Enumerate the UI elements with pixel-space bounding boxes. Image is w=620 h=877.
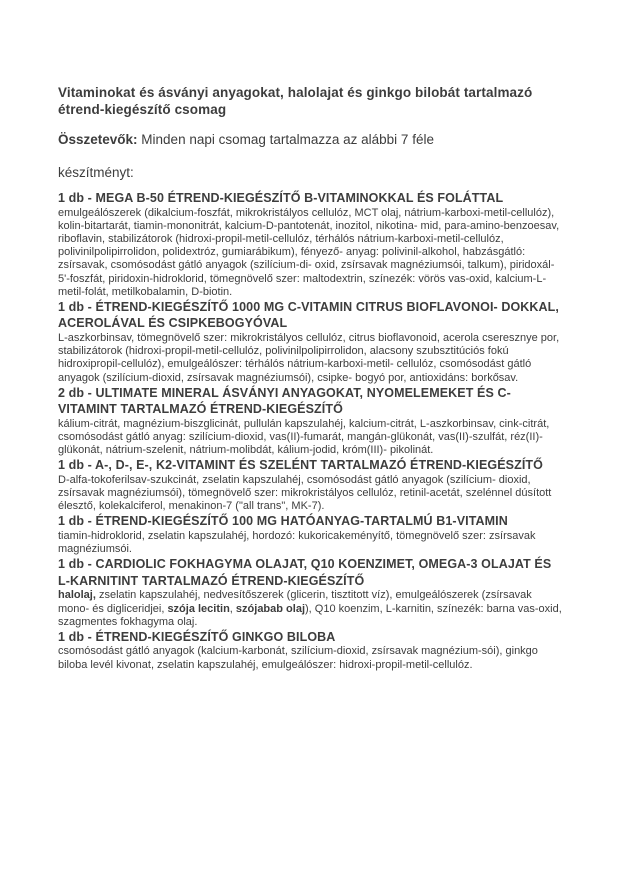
product-ingredients: csomósodást gátló anyagok (kalcium-karbonát, szilícium-dioxid, zsírsavak magnézium-sói), ginkgo biloba levél kivonat, zselatin kapszulahéj, emulgeálószer: hidroxi-propil-metil-cellulóz.	[58, 645, 538, 671]
product-heading: 1 db - MEGA B-50 ÉTREND-KIEGÉSZÍTŐ B-VITAMINOKKAL ÉS FOLÁTTAL	[58, 191, 504, 205]
product-ingredients: emulgeálószerek (dikalcium-foszfát, mikrokristályos cellulóz, MCT olaj, nátrium-karboxi-metil-cellulóz), kolin-bitartarát, tiamin-mononitrát, kalcium-D-pantotenát, inozitol, nikotina- mid, para-amino-benzoesav, riboflavin, stabilizátorok (hidroxi-propil-metil-cellulóz, térhálós nátrium-karboxi-metil-cellulóz, polivinilpolipirrolidon, polidextróz, gumiarábikum), fényező- anyag: polivinil-alkohol, habzásgátló: zsírsavak, csomósodást gátló anyagok (szilícium-di- oxid, zsírsavak magnéziumsói, talkum), piridoxál-5'-foszfát, piridoxin-hidroklorid, tömegnövelő szer: maltodextrin, színezék: vörös vas-oxid, kalcium-L-metil-folát, metilkobalamin, D-biotin.	[58, 206, 560, 298]
product-heading: 2 db - ULTIMATE MINERAL ÁSVÁNYI ANYAGOKAT, NYOMELEMEKET ÉS C-VITAMINT TARTALMAZÓ ÉTREND-KIEGÉSZÍTŐ	[58, 385, 511, 417]
product-ingredients: tiamin-hidroklorid, zselatin kapszulahéj, hordozó: kukoricakeményítő, tömegnövelő szer: zsírsavak magnéziumsói.	[58, 529, 536, 556]
intro-line-2: készítményt:	[58, 165, 134, 180]
product-ingredients: L-aszkorbinsav, tömegnövelő szer: mikrokristályos cellulóz, citrus bioflavonoid, acerola cseresznye por, stabilizátorok (hidroxi-propil-metil-cellulóz, polivinilpolipirrolidon, alacsony szubsztitúciós fokú hidroxipropil-cellulóz), emulgeálószer: térhálós nátrium-karboxi-metil- cellulóz, csomósodást gátló anyagok (szilícium-dioxid, zsírsavak magnéziumsói), csipke- bogyó por, antioxidáns: borkősav.	[58, 331, 560, 384]
product-heading: 1 db - ÉTREND-KIEGÉSZÍTŐ GINKGO BILOBA	[58, 629, 336, 644]
document-title: Vitaminokat és ásványi anyagokat, halolajat és ginkgo bilobát tartalmazó étrend-kiegészítő csomag	[58, 85, 533, 117]
product-section	[58, 190, 563, 299]
intro-line-1	[58, 131, 563, 148]
product-ingredients: halolaj, zselatin kapszulahéj, nedvesítőszerek (glicerin, tisztitott víz), emulgeálószerek (zsírsavak mono- és digliceridjei, szója lecitin, szójabab olaj), Q10 koenzim, L-karnitin, színezék: barna vas-oxid, szagmentes fokhagyma olaj.	[58, 589, 562, 628]
product-heading: 1 db - ÉTREND-KIEGÉSZÍTŐ 100 MG HATÓANYAG-TARTALMÚ B1-VITAMIN	[58, 514, 508, 529]
intro-label: Összetevők:	[58, 132, 138, 147]
product-ingredients: D-alfa-tokoferilsav-szukcinát, zselatin kapszulahéj, csomósodást gátló anyagok (szilícium- dioxid, zsírsavak magnéziumsói), tömegnövelő szer: mikrokristályos cellulóz, retinil-acetát, szelénnel dúsított élesztő, kolekalciferol, menakinon-7 ("all trans", MK-7).	[58, 473, 552, 513]
product-heading: 1 db - ÉTREND-KIEGÉSZÍTŐ 1000 MG C-VITAMIN CITRUS BIOFLAVONOI- DOKKAL, ACEROLÁVAL ÉS CSIPKEBOGYÓVAL	[58, 299, 559, 331]
product-ingredients: kálium-citrát, magnézium-biszglicinát, pullulán kapszulahéj, kalcium-citrát, L-aszkorbinsav, cink-citrát, csomósodást gátló anyag: szilícium-dioxid, vas(II)-fumarát, mangán-glükonát, vas(II)-szulfát, réz(II)-glükonát, nátrium-szelenit, nátrium-molibdát, kálium-jodid, króm(III)- pikolinát.	[58, 417, 550, 457]
product-section	[58, 457, 563, 513]
product-sections	[58, 190, 563, 672]
product-section	[58, 556, 563, 629]
product-section	[58, 299, 563, 385]
product-heading: 1 db - A-, D-, E-, K2-VITAMINT ÉS SZELÉNT TARTALMAZÓ ÉTREND-KIEGÉSZÍTŐ	[58, 458, 543, 473]
product-section	[58, 385, 563, 458]
ingredients-intro	[58, 131, 563, 181]
intro-text: Minden napi csomag tartalmazza az alábbi 7 féle	[137, 132, 434, 147]
product-heading: 1 db - CARDIOLIC FOKHAGYMA OLAJAT, Q10 KOENZIMET, OMEGA-3 OLAJAT ÉS L-KARNITINT TARTALMAZÓ ÉTREND-KIEGÉSZÍTŐ	[58, 557, 552, 588]
product-section	[58, 513, 563, 556]
product-section	[58, 629, 563, 672]
